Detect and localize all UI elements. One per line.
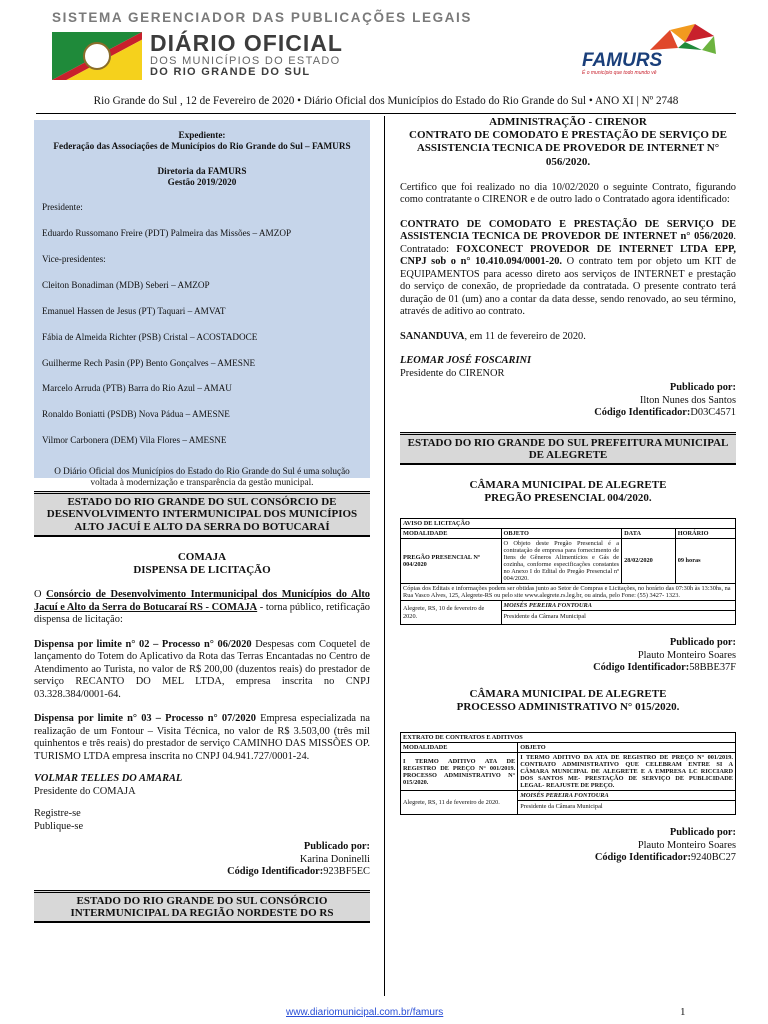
section-header-alegrete: ESTADO DO RIO GRANDE DO SUL PREFEITURA MUNICIPAL DE ALEGRETE xyxy=(400,432,736,466)
table-row xyxy=(401,752,736,790)
vice-entry: Cleiton Bonadiman (MDB) Seberi – AMZOP xyxy=(42,280,210,291)
identifier-code: D03C4571 xyxy=(690,407,736,419)
brand-title: DIÁRIO OFICIAL xyxy=(150,30,343,56)
processo-title: PROCESSO ADMINISTRATIVO N° 015/2020. xyxy=(456,700,680,713)
page-header xyxy=(0,0,768,90)
aviso-signer-role: Presidente da Câmara Municipal xyxy=(503,613,586,621)
famurs-tagline: É o município que todo mundo vê xyxy=(582,70,657,76)
column-divider xyxy=(384,116,385,996)
col-objeto: OBJETO xyxy=(518,742,736,752)
comaja-title: COMAJA xyxy=(177,550,227,563)
cell-data: 28/02/2020 xyxy=(622,538,676,583)
cirenor-certify: Certifico que foi realizado no dia 10/02/2020 o seguinte Contrato, figurando como contratante o CIRENOR e de outro lado o Contratado agora identificado: xyxy=(400,181,736,206)
expediente-title: Expediente: xyxy=(178,130,226,140)
cirenor-admin-title: ADMINISTRAÇÃO - CIRENOR xyxy=(489,116,647,128)
extrato-signer: MOISÉS PEREIRA FONTOURA xyxy=(518,791,735,801)
footer-site-link[interactable]: www.diariomunicipal.com.br/famurs xyxy=(286,1007,444,1018)
aviso-licitacao-table xyxy=(400,518,736,626)
col-horario: HORÁRIO xyxy=(675,528,735,538)
cirenor-place-date: SANANDUVA, em 11 de fevereiro de 2020. xyxy=(400,330,586,342)
extrato-title: EXTRATO DE CONTRATOS E ADITIVOS xyxy=(401,732,736,742)
cell-horario: 09 horas xyxy=(675,538,735,583)
extrato-contratos-table xyxy=(400,732,736,815)
page-number: 1 xyxy=(680,1006,686,1018)
president-label: Presidente: xyxy=(42,202,83,213)
publisher-block: Publicado por: Plauto Monteiro Soares Código Identificador:9240BC27 xyxy=(594,827,736,864)
rs-flag-logo xyxy=(52,32,142,80)
register-note: Registre-se xyxy=(34,808,81,820)
expediente-federation: Federação das Associações de Municípios do Rio Grande do Sul – FAMURS xyxy=(53,140,351,151)
cirenor-signer: LEOMAR JOSÉ FOSCARINI xyxy=(400,355,532,367)
expediente-board: Diretoria da FAMURS xyxy=(157,165,247,176)
cirenor-contract-title: CONTRATO DE COMODATO E PRESTAÇÃO DE SERVIÇO DE ASSISTENCIA TECNICA DE PROVEDOR DE INTERNET N° 056/2020. xyxy=(409,129,727,168)
coat-of-arms-icon xyxy=(83,42,111,70)
col-modalidade: MODALIDADE xyxy=(401,528,502,538)
extrato-place: Alegrete, RS, 11 de fevereiro de 2020. xyxy=(401,791,518,815)
camara-title: CÂMARA MUNICIPAL DE ALEGRETE xyxy=(469,687,667,700)
cell-modalidade: PREGÃO PRESENCIAL Nº 004/2020 xyxy=(401,538,502,583)
camara-title: CÂMARA MUNICIPAL DE ALEGRETE xyxy=(469,479,667,492)
edition-dateline: Rio Grande do Sul , 12 de Fevereiro de 2020 • Diário Oficial dos Municípios do Estado do Rio Grande do Sul • ANO XI | Nº 2748 xyxy=(36,95,736,114)
publisher-block: Publicado por: Karina Doninelli Código Identificador:923BF5EC xyxy=(227,841,370,878)
expediente-term: Gestão 2019/2020 xyxy=(167,176,237,187)
extrato-signer-role: Presidente da Câmara Municipal xyxy=(520,803,603,811)
table-row xyxy=(401,538,736,583)
vice-entry: Ronaldo Boniatti (PSDB) Nova Pádua – AMESNE xyxy=(42,409,230,420)
expediente-box xyxy=(34,120,370,487)
left-column xyxy=(34,120,370,923)
vice-entry: Emanuel Hassen de Jesus (PT) Taquari – AMVAT xyxy=(42,305,226,316)
vice-entry: Fábia de Almeida Richter (PSB) Cristal – ACOSTADOCE xyxy=(42,331,258,342)
system-title: SISTEMA GERENCIADOR DAS PUBLICAÇÕES LEGAIS xyxy=(52,10,472,25)
right-column xyxy=(400,116,736,865)
vice-entry: Marcelo Arruda (PTB) Barra do Rio Azul – AMAU xyxy=(42,383,232,394)
famurs-wordmark: FAMURS xyxy=(582,50,663,71)
col-data: DATA xyxy=(622,528,676,538)
col-modalidade: MODALIDADE xyxy=(401,742,518,752)
president-entry: Eduardo Russomano Freire (PDT) Palmeira das Missões – AMZOP xyxy=(42,228,292,239)
vice-entry: Guilherme Rech Pasin (PP) Bento Gonçalves – AMESNE xyxy=(42,357,256,368)
identifier-code: 923BF5EC xyxy=(323,866,370,878)
vice-entry: Vilmor Carbonera (DEM) Vila Flores – AMESNE xyxy=(42,435,227,446)
section-header-comaja: ESTADO DO RIO GRANDE DO SUL CONSÓRCIO DE DESENVOLVIMENTO INTERMUNICIPAL DOS MUNICÍPIOS ALTO JACUÍ E ALTO DA SERRA DO BOTUCARAÍ xyxy=(34,491,370,537)
comaja-entity-name: Consórcio de Desenvolvimento Intermunicipal dos Municípios do Alto Jacuí e Alto da Serra do Botucaraí RS - COMAJA xyxy=(34,589,370,613)
aviso-signer: MOISÉS PEREIRA FONTOURA xyxy=(502,601,736,611)
aviso-info: Cópias dos Editais e informações podem ser obtidas junto ao Setor de Compras e Licitações, no horário das 07:30h às 13:30hs, na Rua Vasco Alves, 125, Alegrete-RS ou pelo site www.alegrete.rs.leg.br, ou ainda, pelo Fone: (55) 3427- 1323. xyxy=(401,583,736,600)
brand-subtitle: DOS MUNICÍPIOS DO ESTADO xyxy=(150,55,341,67)
expediente-motto: O Diário Oficial dos Municípios do Estado do Rio Grande do Sul é uma solução voltada à modernização e transparência da gestão municipal. xyxy=(54,466,350,487)
dispensa-1: Dispensa por limite n° 02 – Processo n° 06/2020 Despesas com Coquetel de lançamento do Totem do Aplicativo da Rota das Terras Encantadas no Centro de Atendimento ao Turista, no valor de R$ 200,00 (duzentos reais) do prestador de serviço RECANTO DO MEL LTDA, empresa inscrita no CNPJ 03.328.384/0001-64. xyxy=(34,638,370,700)
cell-modalidade: I TERMO ADITIVO ATA DE REGISTRO DE PREÇO N° 001/2019. PROCESSO ADMINISTRATIVO N° 015/2020. xyxy=(401,752,518,790)
publish-note: Publique-se xyxy=(34,820,84,832)
dispensa-2: Dispensa por limite n° 03 – Processo n° 07/2020 Empresa especializada na realização de um Fontour – Visita Técnica, no valor de R$ 3.503,00 (três mil quinhentos e três reais) do prestador de serviço CAMINHO DAS MISSÕES OP. TURISMO LTDA empresa inscrita no CNPJ 04.941.727/0001-24. xyxy=(34,713,370,762)
comaja-intro: O Consórcio de Desenvolvimento Intermunicipal dos Municípios do Alto Jacuí e Alto da Serra do Botucaraí RS - COMAJA - torna público, retificação dispensa de licitação: xyxy=(34,589,371,626)
cell-objeto: O Objeto deste Pregão Presencial é a contratação de empresa para fornecimento de Itens de Gêneros Alimentícios e Gás de cozinha, conforme especificações constantes no Anexo I do Edital do Pregão Presencial nº 004/2020. xyxy=(501,538,622,583)
comaja-signer-role: Presidente do COMAJA xyxy=(34,785,136,797)
col-objeto: OBJETO xyxy=(501,528,622,538)
aviso-place: Alegrete, RS, 10 de fevereiro de 2020. xyxy=(401,600,502,624)
dispensa-title: DISPENSA DE LICITAÇÃO xyxy=(133,564,271,577)
cell-objeto: I TERMO ADITIVO DA ATA DE REGISTRO DE PREÇO N° 001/2019. CONTRATO ADMINISTRATIVO QUE CELEBRAM ENTRE SI A CÂMARA MUNICIPAL DE ALEGRETE E A EMPRESA LC RICCIARD DOS SANTOS ME- PRESTAÇÃO DE SERVIÇO DE PUBLICIDADE LEGAL- REAJUSTE DE PREÇO. xyxy=(518,752,736,790)
pregao-title: PREGÃO PRESENCIAL 004/2020. xyxy=(484,492,652,505)
section-header-nordeste: ESTADO DO RIO GRANDE DO SUL CONSÓRCIO INTERMUNICIPAL DA REGIÃO NORDESTE DO RS xyxy=(34,890,370,924)
aviso-title: AVISO DE LICITAÇÃO xyxy=(401,518,736,528)
identifier-code: 9240BC27 xyxy=(690,852,736,864)
identifier-code: 58BBE37F xyxy=(689,662,736,674)
publisher-block: Publicado por: Plauto Monteiro Soares Código Identificador:58BBE37F xyxy=(593,637,736,674)
comaja-signer: VOLMAR TELLES DO AMARAL xyxy=(34,773,183,785)
vice-label: Vice-presidentes: xyxy=(42,254,106,265)
brand-subtitle-state: DO RIO GRANDE DO SUL xyxy=(150,66,311,78)
cirenor-contract-body: CONTRATO DE COMODATO E PRESTAÇÃO DE SERVIÇO DE ASSISTENCIA TECNICA DE PROVEDOR DE INTERNET n° 056/2020. Contratado: FOXCONECT PROVEDOR DE INTERNET LTDA EPP, CNPJ sob o n° 10.410.094/0001-20. O contrato tem por objeto um KIT de EQUIPAMENTOS para acesso direto aos serviços de INTERNET e prestação do serviço de conexão, de propriedade da contratada. O presente contrato terá duração de 01 (um) ano a contar da data desse, sendo renovado, ao seu término, através de aditivo ao contrato. xyxy=(400,218,736,318)
publisher-block: Publicado por: Ilton Nunes dos Santos Código Identificador:D03C4571 xyxy=(594,382,736,419)
cirenor-signer-role: Presidente do CIRENOR xyxy=(400,367,505,379)
